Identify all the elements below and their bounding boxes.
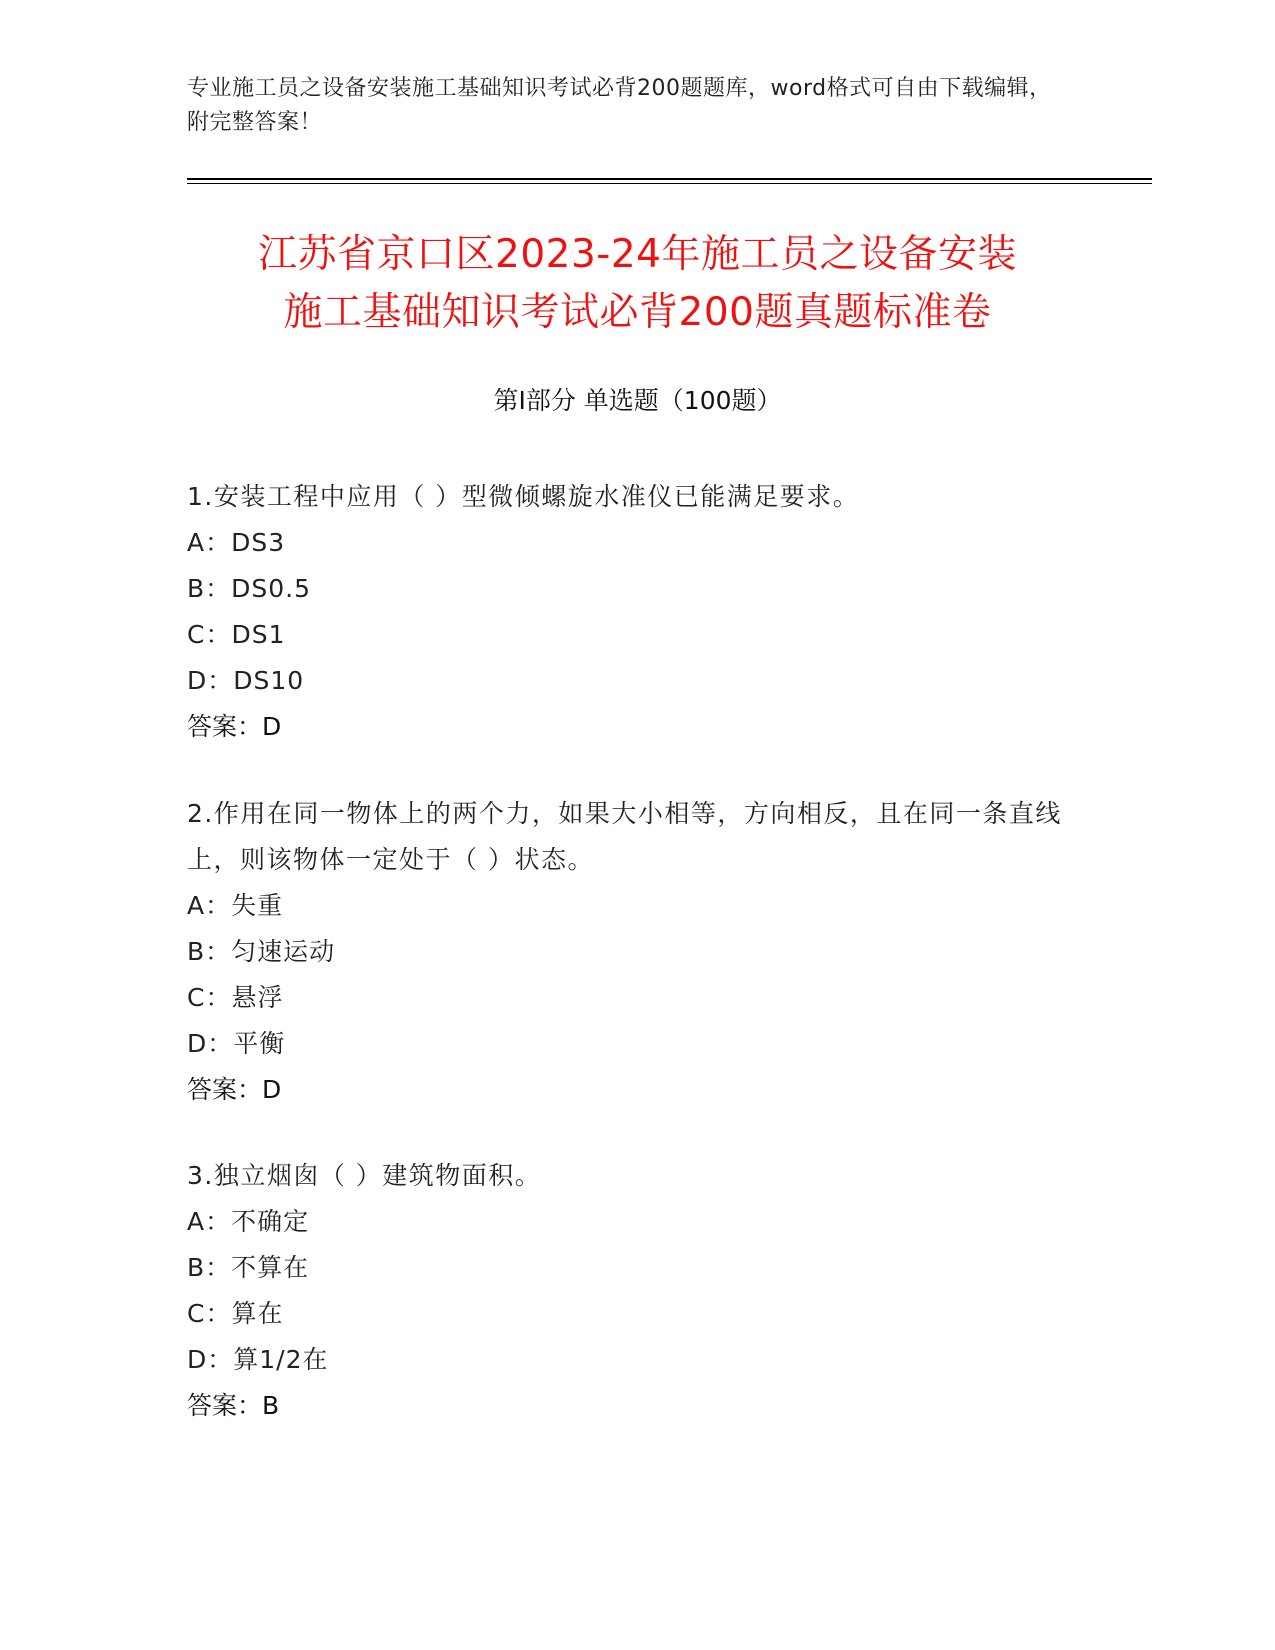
document-title xyxy=(150,226,1125,342)
document-title-line-2: 施工基础知识考试必背200题真题标准卷 xyxy=(283,290,992,335)
option-b: B：不算在 xyxy=(187,1253,310,1282)
question-1 xyxy=(187,474,1087,750)
question-stem: 1.安装工程中应用（ ）型微倾螺旋水准仪已能满足要求。 xyxy=(187,482,860,511)
question-stem: 2.作用在同一物体上的两个力，如果大小相等，方向相反，且在同一条直线上，则该物体一定处于（ ）状态。 xyxy=(187,799,1062,874)
option-c: C：算在 xyxy=(187,1299,284,1328)
option-d: D：算1/2在 xyxy=(187,1345,329,1374)
question-stem: 3.独立烟囱（ ）建筑物面积。 xyxy=(187,1161,542,1190)
answer: 答案：B xyxy=(187,1391,280,1420)
option-d: D：DS10 xyxy=(187,666,305,695)
question-2 xyxy=(187,791,1087,1113)
option-a: A：DS3 xyxy=(187,528,286,557)
option-d: D：平衡 xyxy=(187,1029,286,1058)
option-c: C：DS1 xyxy=(187,620,286,649)
header-note: 专业施工员之设备安装施工基础知识考试必背200题题库，word格式可自由下载编辑，附完整答案！ xyxy=(187,76,1052,135)
option-a: A：失重 xyxy=(187,891,284,920)
header-rule-thick xyxy=(187,178,1152,180)
question-3 xyxy=(187,1153,1087,1429)
option-b: B：匀速运动 xyxy=(187,937,336,966)
answer: 答案：D xyxy=(187,1075,282,1104)
answer: 答案：D xyxy=(187,712,282,741)
option-b: B：DS0.5 xyxy=(187,574,312,603)
section-title: 第I部分 单选题（100题） xyxy=(493,386,782,415)
document-title-line-1: 江苏省京口区2023-24年施工员之设备安装 xyxy=(258,232,1017,277)
header-rule-thin xyxy=(187,183,1152,184)
option-c: C：悬浮 xyxy=(187,983,284,1012)
option-a: A：不确定 xyxy=(187,1207,310,1236)
